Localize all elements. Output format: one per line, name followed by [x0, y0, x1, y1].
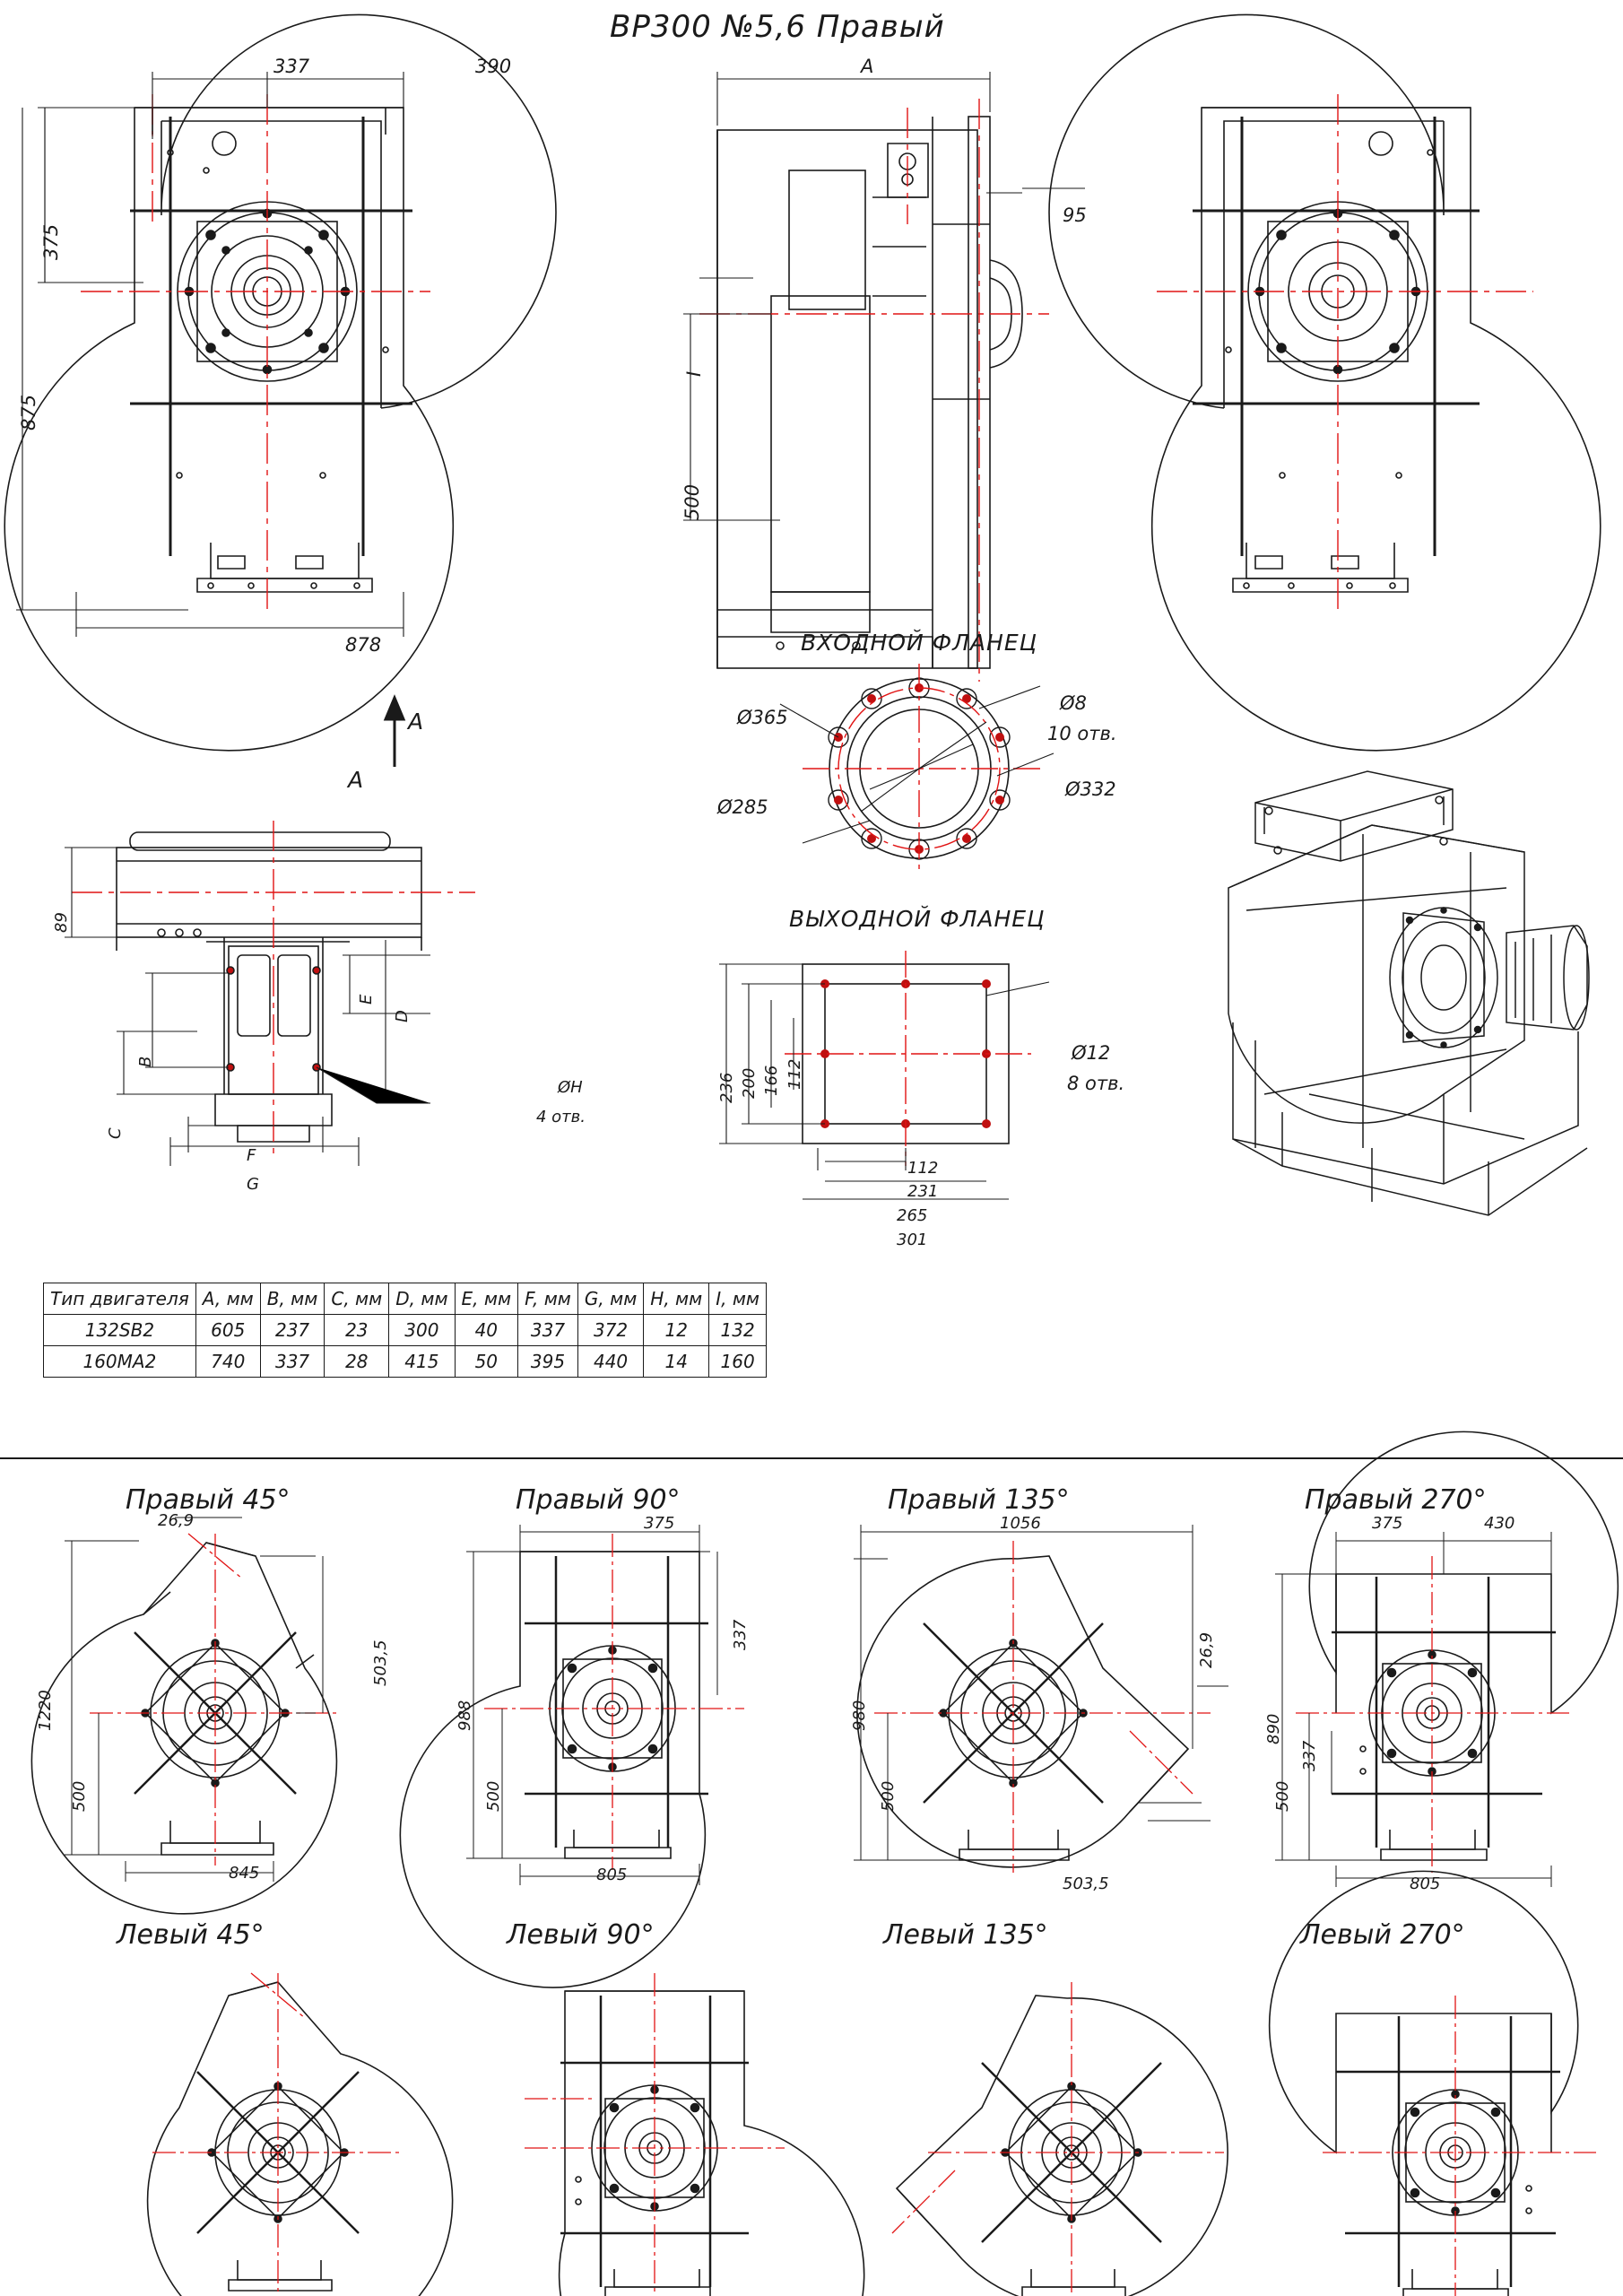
- table-row: [44, 1315, 767, 1346]
- v1-dim-269: 26,9: [158, 1511, 195, 1530]
- v1-dim-5035: 503,5: [371, 1639, 390, 1686]
- cell-h: 12: [644, 1315, 709, 1346]
- outlet-flange-title: ВЫХОДНОЙ ФЛАНЕЦ: [789, 906, 1046, 932]
- dim-332: Ø332: [1065, 778, 1116, 800]
- dim-10-holes: 10 отв.: [1047, 723, 1117, 744]
- dim-12: Ø12: [1072, 1042, 1111, 1064]
- cell-h: 14: [644, 1346, 709, 1378]
- v1-dim-845: 845: [229, 1864, 260, 1883]
- cell-c: 23: [325, 1315, 389, 1346]
- cell-motor-type: 132SB2: [44, 1315, 196, 1346]
- v4-dim-500: 500: [1273, 1780, 1292, 1812]
- dim-337: 337: [273, 56, 310, 77]
- front-view-mirror-graphic: [1121, 54, 1569, 682]
- dim-390: 390: [475, 56, 512, 77]
- th-i: I, мм: [709, 1283, 767, 1315]
- v3-dim-5035: 503,5: [1063, 1874, 1109, 1893]
- isometric-view-graphic: [1148, 718, 1614, 1256]
- variant-left-90-graphic: [475, 1964, 834, 2287]
- v3-dim-500: 500: [879, 1780, 898, 1812]
- variant-caption-right-45: Правый 45°: [126, 1484, 291, 1516]
- dim-i-side: I: [683, 370, 705, 377]
- section-divider: [0, 1457, 1623, 1459]
- dim-c: C: [106, 1127, 125, 1139]
- v1-dim-1220: 1220: [36, 1690, 55, 1731]
- v4-dim-337: 337: [1300, 1740, 1319, 1771]
- cell-g: 372: [577, 1315, 643, 1346]
- dim-301: 301: [897, 1231, 928, 1249]
- cell-a: 605: [195, 1315, 260, 1346]
- v2-dim-988: 988: [456, 1700, 474, 1731]
- cell-f: 337: [518, 1315, 578, 1346]
- variant-right-45-graphic: [36, 1525, 412, 1883]
- dim-a-side: A: [861, 56, 874, 77]
- v4-dim-805: 805: [1410, 1874, 1441, 1893]
- dim-231: 231: [907, 1182, 939, 1201]
- variant-caption-right-90: Правый 90°: [516, 1484, 681, 1516]
- v4-dim-430: 430: [1484, 1514, 1515, 1533]
- variant-left-135-graphic: [874, 1964, 1269, 2287]
- view-arrow-a: [359, 682, 466, 789]
- cell-b: 337: [260, 1346, 325, 1378]
- v2-dim-337: 337: [731, 1619, 750, 1650]
- dim-f: F: [247, 1146, 256, 1165]
- drawing-title: ВР300 №5,6 Правый: [610, 9, 945, 45]
- th-h: H, мм: [644, 1283, 709, 1315]
- plan-view-graphic: [54, 807, 681, 1166]
- side-view-graphic: [664, 54, 1085, 682]
- front-view-graphic: [27, 54, 708, 718]
- v2-dim-375: 375: [644, 1514, 675, 1533]
- variant-right-270-graphic: [1246, 1525, 1623, 1883]
- dim-265: 265: [897, 1206, 928, 1225]
- table-row: [44, 1346, 767, 1378]
- variant-caption-right-135: Правый 135°: [888, 1484, 1070, 1516]
- v3-dim-980: 980: [850, 1700, 869, 1731]
- cell-e: 50: [455, 1346, 518, 1378]
- cell-i: 160: [709, 1346, 767, 1378]
- v1-dim-500: 500: [70, 1780, 89, 1812]
- cell-a: 740: [195, 1346, 260, 1378]
- dim-878: 878: [345, 634, 382, 656]
- dim-g: G: [247, 1175, 259, 1194]
- th-b: B, мм: [260, 1283, 325, 1315]
- v3-dim-1056: 1056: [1000, 1514, 1041, 1533]
- dim-285: Ø285: [717, 796, 768, 818]
- dim-8-holes: 8 отв.: [1067, 1073, 1125, 1094]
- dim-h: ØH: [558, 1078, 583, 1097]
- variant-caption-right-270: Правый 270°: [1305, 1484, 1487, 1516]
- dim-112-h: 112: [907, 1159, 939, 1178]
- variant-caption-left-135: Левый 135°: [883, 1919, 1048, 1951]
- cell-b: 237: [260, 1315, 325, 1346]
- dim-500-side: 500: [681, 483, 703, 520]
- cell-d: 415: [389, 1346, 455, 1378]
- variant-left-270-graphic: [1282, 1964, 1623, 2287]
- dim-112-v: 112: [785, 1058, 804, 1090]
- variant-caption-left-90: Левый 90°: [507, 1919, 655, 1951]
- dim-200: 200: [740, 1067, 759, 1099]
- th-f: F, мм: [518, 1283, 578, 1315]
- dim-89: 89: [52, 912, 71, 933]
- variant-left-45-graphic: [90, 1964, 448, 2287]
- dim-4-holes: 4 отв.: [536, 1108, 586, 1126]
- th-d: D, мм: [389, 1283, 455, 1315]
- inlet-flange-graphic: [771, 668, 1067, 874]
- v4-dim-890: 890: [1264, 1713, 1283, 1744]
- variant-right-90-graphic: [439, 1525, 816, 1883]
- motor-table: [43, 1283, 767, 1378]
- v2-dim-500: 500: [484, 1780, 503, 1812]
- th-motor-type: Тип двигателя: [44, 1283, 196, 1315]
- cell-c: 28: [325, 1346, 389, 1378]
- dim-236: 236: [717, 1072, 736, 1103]
- th-e: E, мм: [455, 1283, 518, 1315]
- arrow-label-a-top: A: [408, 709, 424, 735]
- cell-f: 395: [518, 1346, 578, 1378]
- dim-d: D: [393, 1010, 412, 1022]
- cell-d: 300: [389, 1315, 455, 1346]
- table-header-row: [44, 1283, 767, 1315]
- dim-365: Ø365: [737, 707, 788, 728]
- dim-875: 875: [18, 394, 39, 430]
- variant-caption-left-270: Левый 270°: [1300, 1919, 1465, 1951]
- v3-dim-269: 26,9: [1197, 1631, 1216, 1668]
- v2-dim-805: 805: [596, 1866, 628, 1884]
- inlet-flange-title: ВХОДНОЙ ФЛАНЕЦ: [801, 630, 1038, 656]
- variant-caption-left-45: Левый 45°: [117, 1919, 265, 1951]
- cell-g: 440: [577, 1346, 643, 1378]
- dim-8: Ø8: [1060, 692, 1087, 714]
- dim-e: E: [357, 994, 376, 1004]
- v4-dim-375: 375: [1372, 1514, 1403, 1533]
- arrow-label-a-bottom: A: [348, 767, 364, 793]
- cell-i: 132: [709, 1315, 767, 1346]
- th-a: A, мм: [195, 1283, 260, 1315]
- dim-166: 166: [762, 1065, 781, 1096]
- dim-95: 95: [1063, 204, 1087, 226]
- cell-motor-type: 160MA2: [44, 1346, 196, 1378]
- th-c: C, мм: [325, 1283, 389, 1315]
- th-g: G, мм: [577, 1283, 643, 1315]
- dim-375: 375: [40, 223, 62, 260]
- cell-e: 40: [455, 1315, 518, 1346]
- variant-right-135-graphic: [834, 1525, 1255, 1883]
- dim-b: B: [136, 1056, 155, 1067]
- motor-table-wrapper: [43, 1283, 767, 1378]
